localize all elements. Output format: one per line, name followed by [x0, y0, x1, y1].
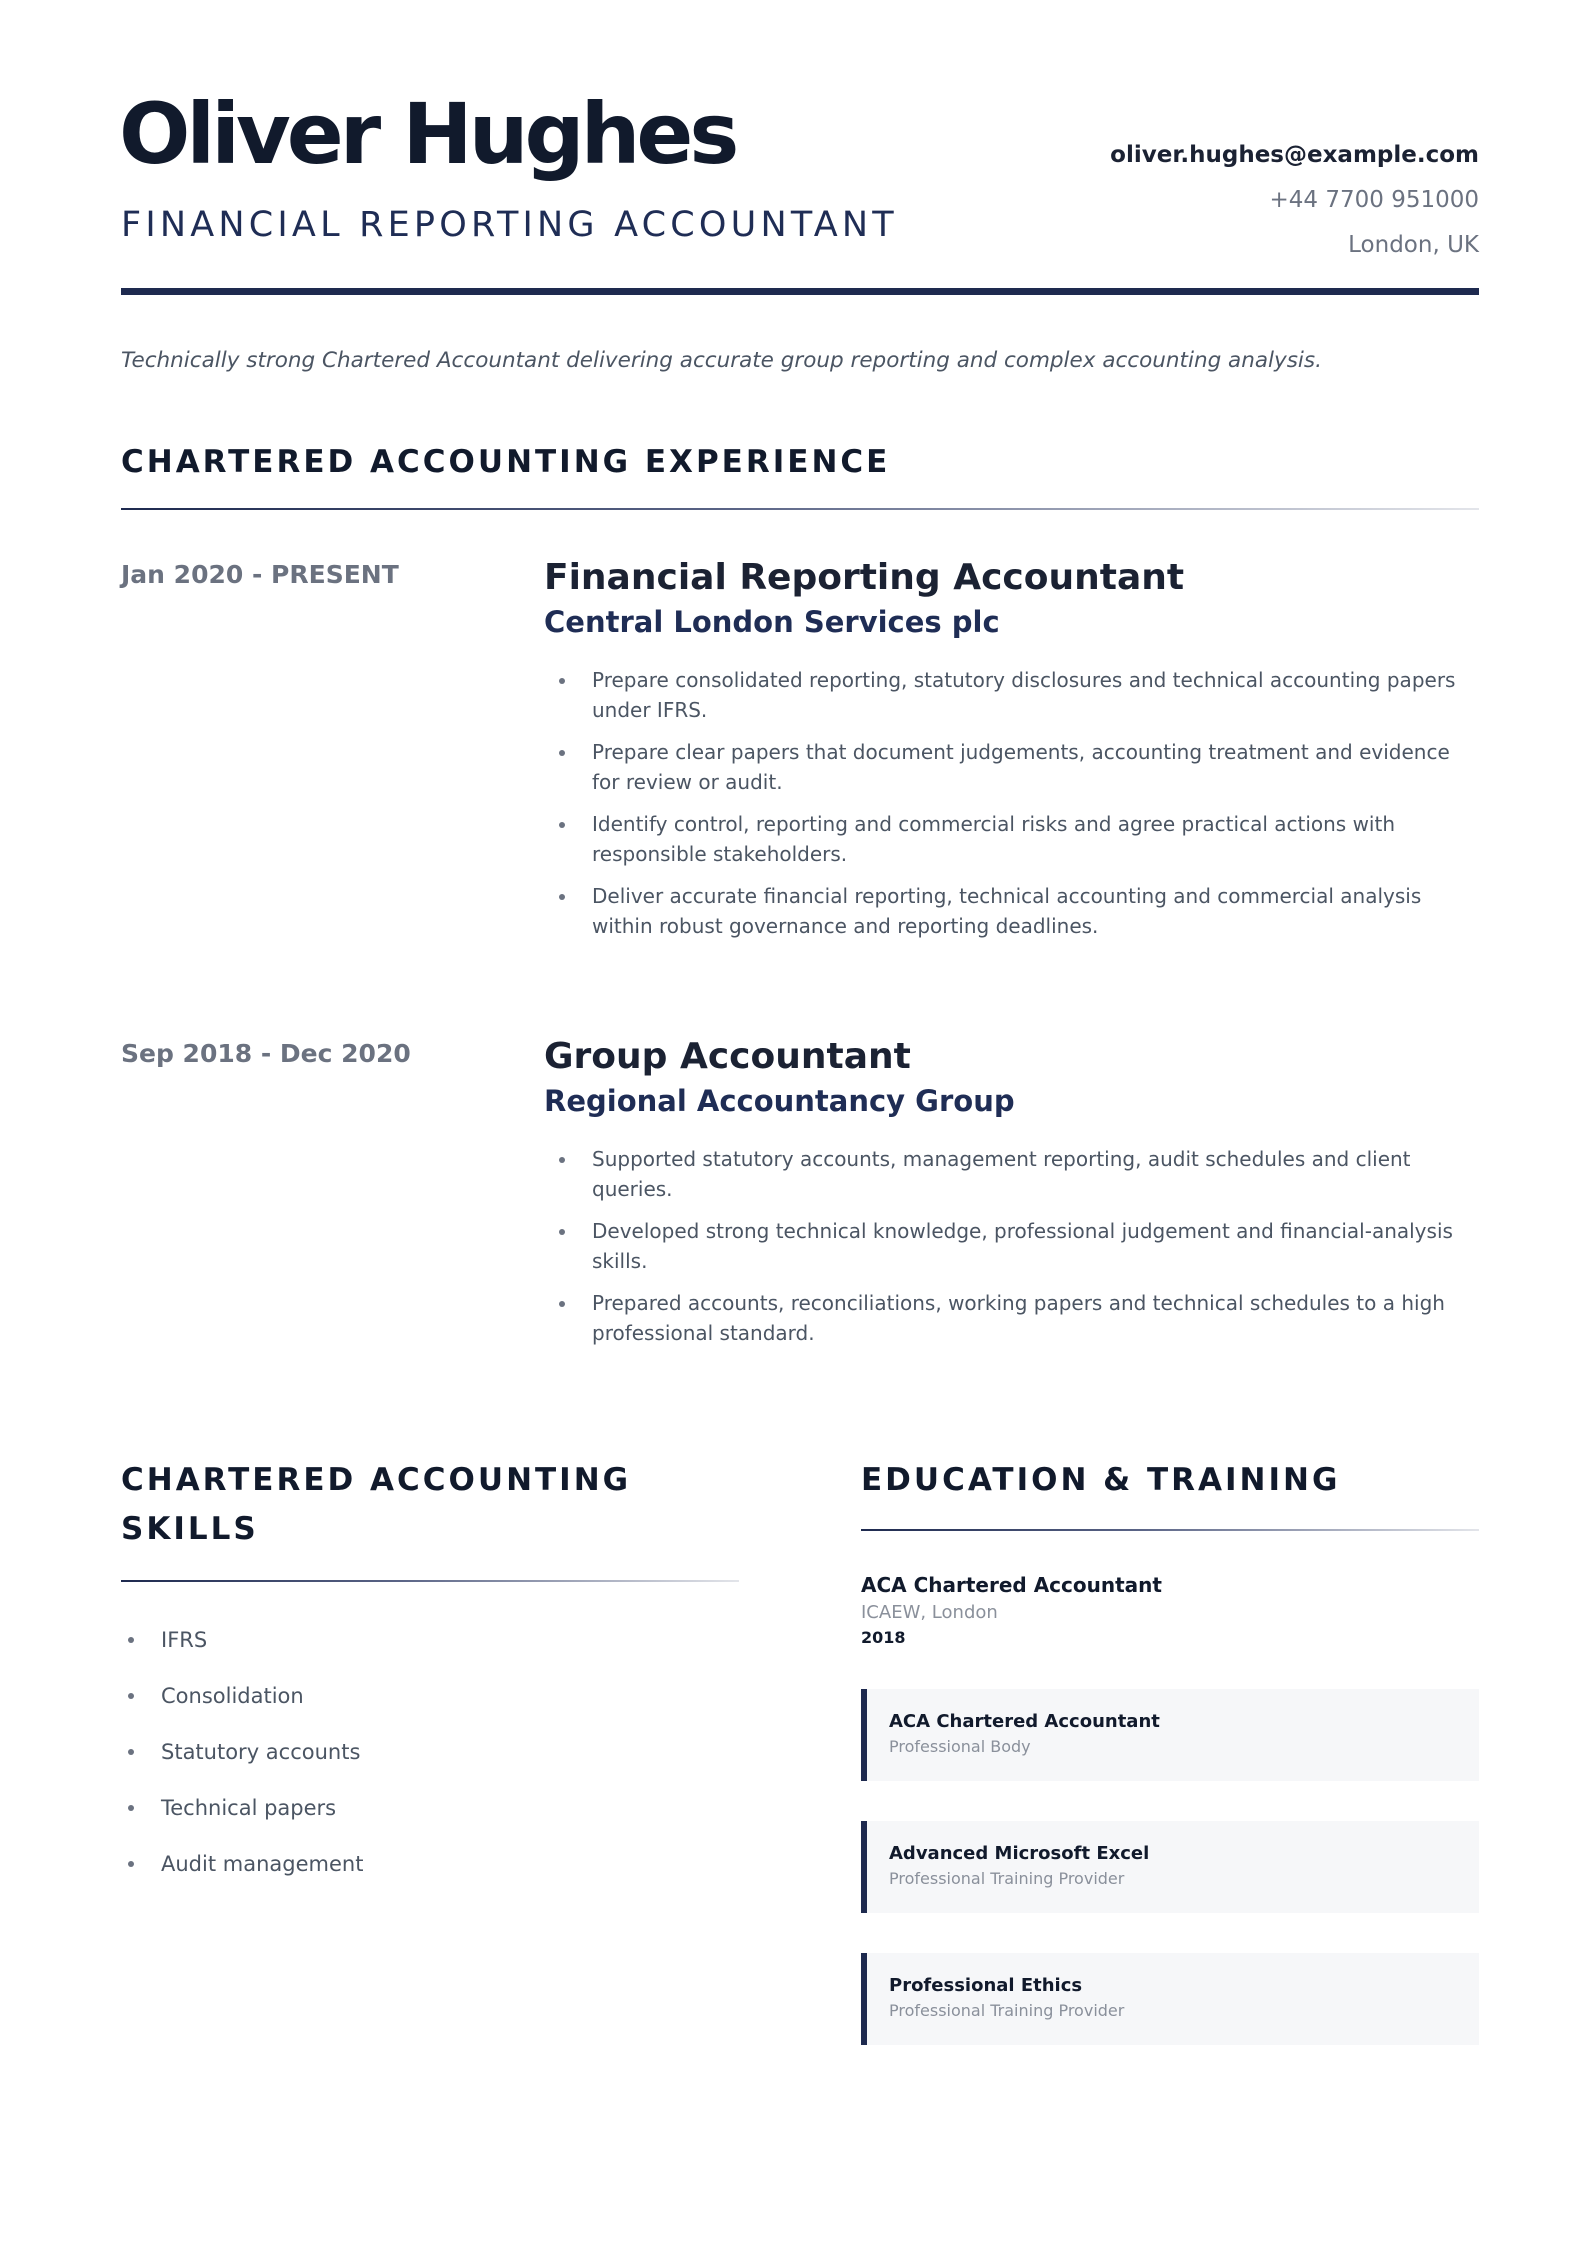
- education-entry: [861, 1571, 1479, 1649]
- skills-title-line: SKILLS: [121, 1511, 259, 1547]
- responsibility-text: Developed strong technical knowledge, professional judgement and financial-analysis skills.: [592, 1219, 1453, 1273]
- bullet-dot-icon: [128, 1805, 134, 1811]
- responsibility-text: Supported statutory accounts, management reporting, audit schedules and client queries.: [592, 1147, 1411, 1201]
- job-details: [544, 1036, 1479, 1360]
- bullet-dot-icon: [128, 1693, 134, 1699]
- skill-text: Technical papers: [161, 1796, 337, 1820]
- responsibility-text: Prepare consolidated reporting, statutory disclosures and technical accounting papers under IFRS.: [592, 668, 1456, 722]
- skills-section-title: [121, 1456, 739, 1554]
- certification-name: Professional Ethics: [889, 1975, 1083, 1996]
- certification-issuer: Professional Training Provider: [889, 1869, 1125, 1888]
- certification-issuer: Professional Training Provider: [889, 2001, 1125, 2020]
- skill-text: IFRS: [161, 1628, 208, 1652]
- skill-item: [121, 1734, 739, 1770]
- job-date: Jan 2020 - PRESENT: [121, 560, 399, 589]
- certification-card: [861, 1953, 1479, 2045]
- bullet-dot-icon: [559, 678, 565, 684]
- responsibility-text: Prepare clear papers that document judgements, accounting treatment and evidence for review or audit.: [592, 740, 1450, 794]
- bullet-dot-icon: [128, 1861, 134, 1867]
- skill-text: Statutory accounts: [161, 1740, 361, 1764]
- responsibility-item: [544, 1216, 1479, 1276]
- bullet-dot-icon: [128, 1637, 134, 1643]
- job-responsibilities: [544, 1144, 1479, 1348]
- skill-text: Audit management: [161, 1852, 364, 1876]
- job-date: Sep 2018 - Dec 2020: [121, 1039, 411, 1068]
- skill-item: [121, 1790, 739, 1826]
- bullet-dot-icon: [559, 1229, 565, 1235]
- certification-card: [861, 1821, 1479, 1913]
- certification-name: ACA Chartered Accountant: [889, 1711, 1160, 1732]
- education-section-divider: [861, 1529, 1479, 1531]
- job-company: Regional Accountancy Group: [544, 1084, 1015, 1118]
- responsibility-item: [544, 1144, 1479, 1204]
- job-details: [544, 557, 1479, 953]
- skills-list: [121, 1622, 739, 1882]
- responsibility-text: Identify control, reporting and commercial risks and agree practical actions with responsible stakeholders.: [592, 812, 1396, 866]
- skill-item: [121, 1622, 739, 1658]
- profile-summary: Technically strong Chartered Accountant delivering accurate group reporting and complex accounting analysis.: [121, 348, 1322, 373]
- job-responsibilities: [544, 665, 1479, 941]
- education-year: 2018: [861, 1628, 906, 1647]
- education-qualification: ACA Chartered Accountant: [861, 1573, 1162, 1597]
- resume-header: [121, 0, 1479, 300]
- skill-item: [121, 1678, 739, 1714]
- education-section-title: EDUCATION & TRAINING: [861, 1462, 1341, 1498]
- certification-name: Advanced Microsoft Excel: [889, 1843, 1150, 1864]
- skills-section: [121, 1456, 739, 1902]
- contact-location: London, UK: [1348, 232, 1479, 258]
- skills-section-divider: [121, 1580, 739, 1582]
- bullet-dot-icon: [559, 1301, 565, 1307]
- bullet-dot-icon: [128, 1749, 134, 1755]
- education-section: [861, 1456, 1479, 2045]
- contact-phone: +44 7700 951000: [1269, 187, 1479, 213]
- responsibility-item: [544, 881, 1479, 941]
- contact-email[interactable]: oliver.hughes@example.com: [1110, 142, 1479, 168]
- bullet-dot-icon: [559, 822, 565, 828]
- responsibility-text: Deliver accurate financial reporting, technical accounting and commercial analysis within robust governance and reporting deadlines.: [592, 884, 1422, 938]
- responsibility-item: [544, 1288, 1479, 1348]
- education-institution: ICAEW, London: [861, 1602, 998, 1623]
- responsibility-item: [544, 809, 1479, 869]
- responsibility-item: [544, 737, 1479, 797]
- responsibility-text: Prepared accounts, reconciliations, working papers and technical schedules to a high professional standard.: [592, 1291, 1445, 1345]
- experience-section-divider: [121, 508, 1479, 510]
- job-title: Financial Reporting Accountant: [544, 557, 1185, 598]
- skills-title-line: CHARTERED ACCOUNTING: [121, 1462, 632, 1498]
- bullet-dot-icon: [559, 750, 565, 756]
- certification-card: [861, 1689, 1479, 1781]
- certification-issuer: Professional Body: [889, 1737, 1031, 1756]
- candidate-role: FINANCIAL REPORTING ACCOUNTANT: [121, 205, 898, 245]
- skill-item: [121, 1846, 739, 1882]
- contact-block: [1110, 133, 1479, 268]
- responsibility-item: [544, 665, 1479, 725]
- job-company: Central London Services plc: [544, 605, 1000, 639]
- experience-section-title: CHARTERED ACCOUNTING EXPERIENCE: [121, 444, 891, 480]
- resume-page: [119, 0, 1479, 2020]
- bullet-dot-icon: [559, 1157, 565, 1163]
- bullet-dot-icon: [559, 894, 565, 900]
- candidate-name: Oliver Hughes: [119, 85, 736, 183]
- header-divider: [121, 288, 1479, 295]
- job-title: Group Accountant: [544, 1036, 911, 1077]
- skill-text: Consolidation: [161, 1684, 304, 1708]
